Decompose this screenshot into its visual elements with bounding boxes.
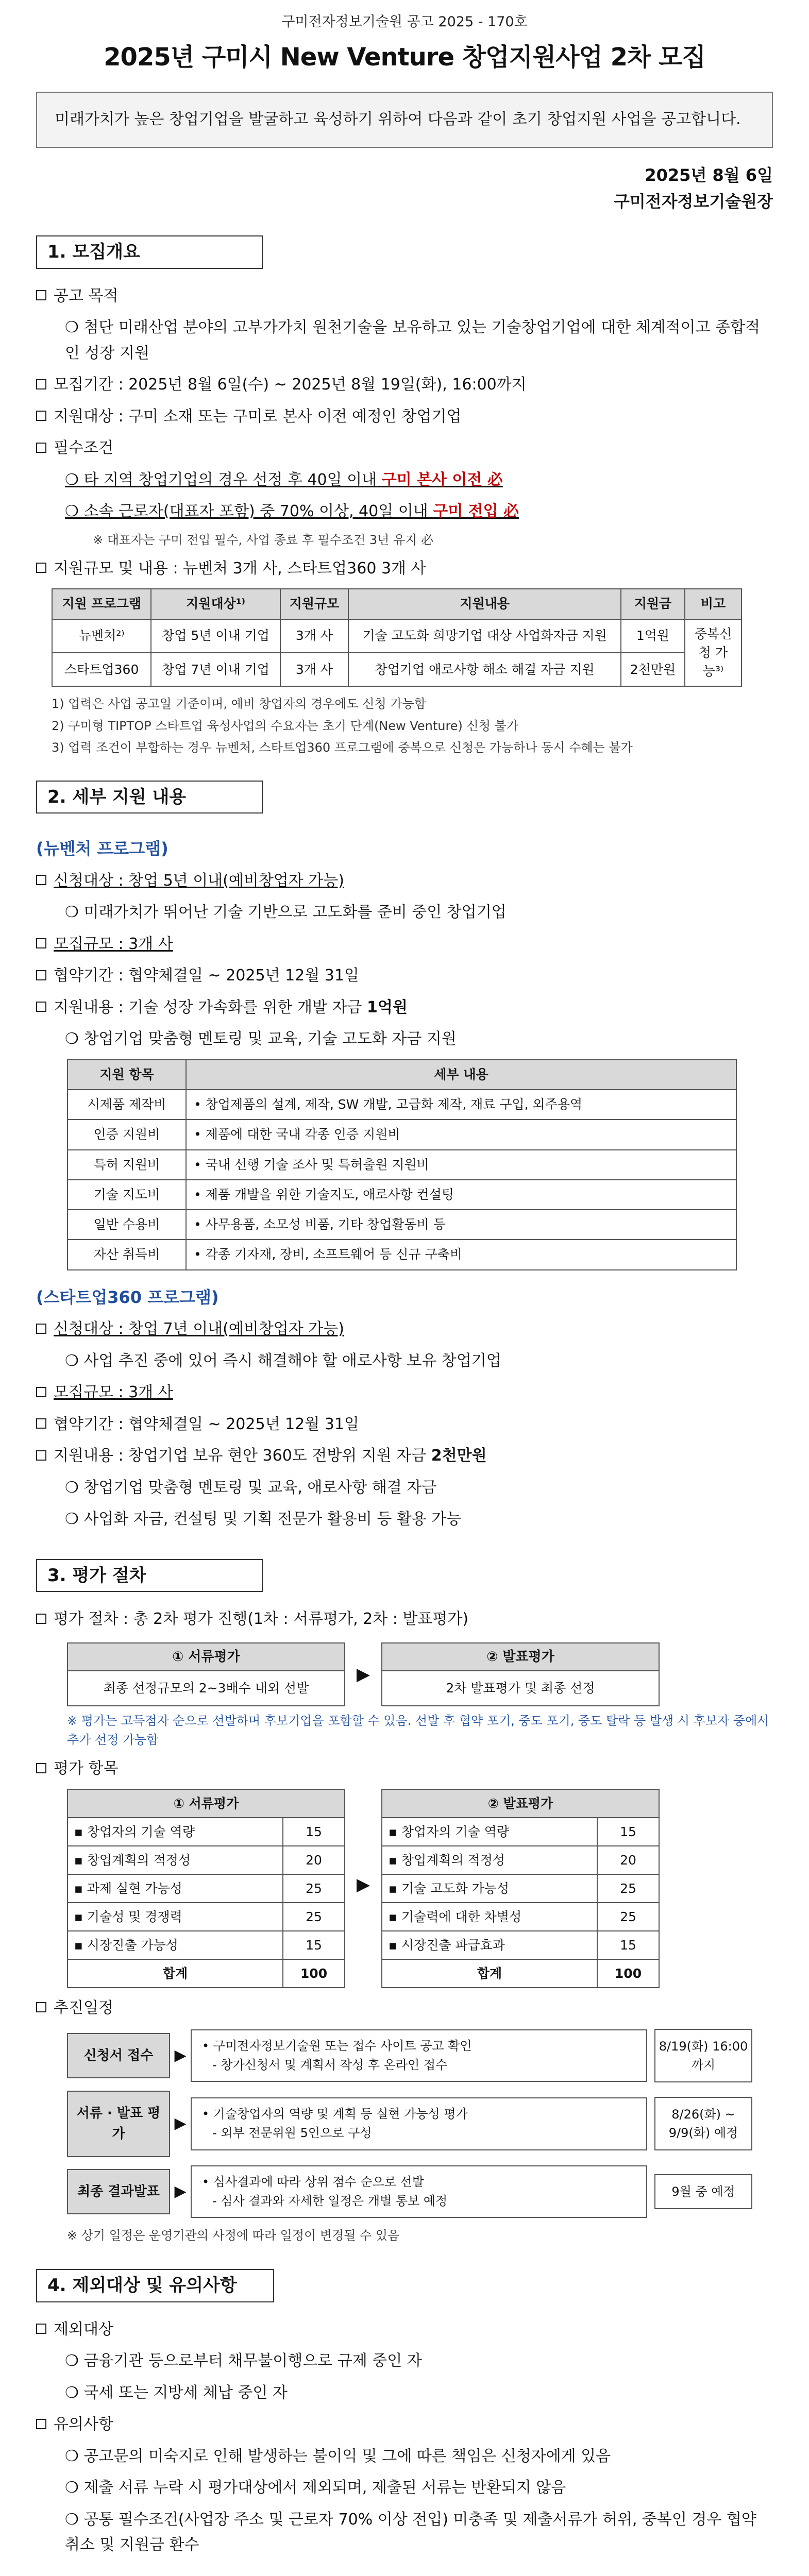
checkbox-square-icon — [36, 938, 46, 948]
checkbox-square-icon — [36, 1763, 46, 1773]
table-row: 특허 지원비 • 국내 선행 기술 조사 및 특허출원 지원비 — [68, 1150, 736, 1180]
checkbox-square-icon — [36, 2002, 46, 2012]
purpose-label: 공고 목적 — [36, 283, 773, 309]
sum-row: 합계 100 — [68, 1959, 345, 1988]
checkbox-square-icon — [36, 443, 46, 453]
eval-note: ※ 평가는 고득점자 순으로 선발하며 후보기업을 포함할 수 있음. 선발 후 협약 포기, 중도 포기, 중도 탈락 등 발생 시 후보자 중에서 추가 선정 가능함 — [67, 1713, 769, 1747]
checkbox-square-icon — [36, 290, 46, 300]
footnote: 3) 업력 조건이 부합하는 경우 뉴벤처, 스타트업360 프로그램에 중복으로 신청은 가능하나 동시 수혜는 불가 — [52, 740, 633, 755]
arrow-right-icon: ▶ — [356, 1874, 370, 1895]
footnote: 2) 구미형 TIPTOP 스타트업 육성사업의 수요자는 초기 단계(New Venture) 신청 불가 — [52, 718, 518, 733]
checkbox-square-icon — [36, 2419, 46, 2429]
table-row: 일반 수용비 • 사무용품, 소모성 비품, 기타 창업활동비 등 — [68, 1210, 736, 1240]
newventure-title: (뉴벤처 프로그램) — [36, 839, 168, 859]
checkbox-square-icon — [36, 2324, 46, 2334]
table-row: 시제품 제작비 • 창업제품의 설계, 제작, SW 개발, 고급화 제작, 재료 구입, 외주용역 — [68, 1090, 736, 1120]
st-target: 신청대상 : 창업 7년 이내(예비창업자 가능) — [36, 1316, 773, 1342]
arrow-right-icon: ▶ — [174, 2182, 187, 2200]
document-eval-table: ① 서류평가 ▪ 창업자의 기술 역량 15 ▪ 창업계획의 적정성 20 ▪ 과제 실현 가능성 25 ▪ 기술성 및 경쟁력 25 ▪ 시장진출 가능성 15 합계 100 — [67, 1789, 345, 1988]
schedule-row: 신청서 접수 ▶ • 구미전자정보기술원 또는 접수 사이트 공고 확인 - 창가신청서 및 계획서 작성 후 온라인 접수 8/19(화) 16:00까지 — [67, 2029, 752, 2082]
caution-3: ❍ 공통 필수조건(사업장 주소 및 근로자 70% 이상 전입) 미충족 및 제출서류가 허위, 중복인 경우 협약 취소 및 지원금 환수 — [65, 2510, 756, 2554]
st-sub-2: ❍ 사업화 자금, 컨설팅 및 기획 전문가 활용비 등 활용 가능 — [65, 1510, 462, 1529]
startup360-title: (스타트업360 프로그램) — [36, 1287, 219, 1307]
eval-tables — [67, 1789, 773, 1988]
notice-number: 구미전자정보기술원 공고 2025 - 170호 — [281, 14, 528, 30]
st-content: 지원내용 : 창업기업 보유 현안 360도 전방위 지원 자금 2천만원 — [36, 1443, 773, 1469]
issue-date: 2025년 8월 6일 — [645, 165, 773, 185]
table-row: ▪ 창업자의 기술 역량 15 — [382, 1818, 659, 1846]
checkbox-square-icon — [36, 875, 46, 885]
section-3-heading: 3. 평가 절차 — [36, 1559, 263, 1592]
table-header: 비고 — [685, 589, 741, 619]
nv-period: 협약기간 : 협약체결일 ~ 2025년 12월 31일 — [36, 963, 773, 989]
table-row: ▪ 기술력에 대한 차별성 25 — [382, 1903, 659, 1931]
exclusion-1: ❍ 금융기관 등으로부터 채무불이행으로 규제 중인 자 — [65, 2352, 422, 2370]
support-scale: 지원규모 및 내용 : 뉴벤처 3개 사, 스타트업360 3개 사 — [36, 556, 773, 582]
section-4-heading: 4. 제외대상 및 유의사항 — [36, 2269, 274, 2302]
table-row: ▪ 기술성 및 경쟁력 25 — [68, 1903, 345, 1931]
recruit-target: 지원대상 : 구미 소재 또는 구미로 본사 이전 예정인 창업기업 — [36, 404, 773, 430]
table-row: ▪ 기술 고도화 가능성 25 — [382, 1874, 659, 1903]
duplicate-note: 중복신청 가능³⁾ — [685, 619, 741, 687]
schedule-note: ※ 상기 일정은 운영기관의 사정에 따라 일정이 변경될 수 있음 — [67, 2228, 400, 2243]
nv-target: 신청대상 : 창업 5년 이내(예비창업자 가능) — [36, 868, 773, 894]
table-header: 지원 프로그램 — [52, 589, 151, 619]
table-row: ▪ 시장진출 파급효과 15 — [382, 1931, 659, 1959]
st-period: 협약기간 : 협약체결일 ~ 2025년 12월 31일 — [36, 1412, 773, 1437]
schedule-row: 최종 결과발표 ▶ • 심사결과에 따라 상위 점수 순으로 선발 - 심사 결과와 자세한 일정은 개별 통보 예정 9월 중 예정 — [67, 2165, 752, 2218]
table-header: 지원금 — [621, 589, 685, 619]
table-row: ▪ 창업계획의 적정성 20 — [382, 1846, 659, 1874]
table-row: 스타트업360 창업 7년 이내 기업 3개 사 창업기업 애로사항 해소 해결 자금 지원 2천만원 — [52, 653, 741, 686]
program-table — [52, 588, 742, 687]
table-row: 인증 지원비 • 제품에 대한 국내 각종 인증 지원비 — [68, 1120, 736, 1149]
schedule-label: 추진일정 — [36, 1995, 773, 2021]
section-1-heading: 1. 모집개요 — [36, 235, 263, 269]
table-row: 자산 취득비 • 각종 기자재, 장비, 소프트웨어 등 신규 구축비 — [68, 1240, 736, 1269]
table-header: 지원대상¹⁾ — [151, 589, 280, 619]
table-header: 지원내용 — [348, 589, 621, 619]
st-sub-1: ❍ 창업기업 맞춤형 멘토링 및 교육, 애로사항 해결 자금 — [65, 1478, 437, 1497]
exclusion-label: 제외대상 — [36, 2317, 773, 2343]
checkbox-square-icon — [36, 411, 46, 421]
table-row: ▪ 시장진출 가능성 15 — [68, 1931, 345, 1959]
checkbox-square-icon — [36, 1324, 46, 1334]
st-scale: 모집규모 : 3개 사 — [36, 1380, 773, 1405]
table-header: 지원 항목 — [68, 1060, 186, 1090]
exclusion-2: ❍ 국세 또는 지방세 체납 중인 자 — [65, 2383, 288, 2402]
eval-flow — [67, 1642, 773, 1706]
checkbox-square-icon — [36, 970, 46, 980]
table-row: 기술 지도비 • 제품 개발을 위한 기술지도, 애로사항 컨설팅 — [68, 1180, 736, 1210]
caution-label: 유의사항 — [36, 2412, 773, 2437]
st-target-sub: ❍ 사업 추진 중에 있어 즉시 해결해야 할 애로사항 보유 창업기업 — [65, 1351, 501, 1370]
nv-content: 지원내용 : 기술 성장 가속화를 위한 개발 자금 1억원 — [36, 995, 773, 1021]
requirement-note: ※ 대표자는 구미 전입 필수, 사업 종료 후 필수조건 3년 유지 必 — [93, 532, 433, 547]
purpose-text: ❍ 첨단 미래산업 분야의 고부가가치 원천기술을 보유하고 있는 기술창업기업에 대한 체계적이고 종합적인 성장 지원 — [65, 318, 760, 362]
table-header: 세부 내용 — [186, 1060, 736, 1090]
issue-block — [36, 162, 773, 215]
checkbox-square-icon — [36, 1387, 46, 1397]
checkbox-square-icon — [36, 1418, 46, 1429]
footnote: 1) 업력은 사업 공고일 기준이며, 예비 창업자의 경우에도 신청 가능함 — [52, 697, 426, 711]
table-header: 지원규모 — [280, 589, 349, 619]
arrow-right-icon: ▶ — [356, 1664, 370, 1685]
page-title: 2025년 구미시 New Venture 창업지원사업 2차 모집 — [104, 42, 705, 72]
presentation-eval-table: ② 발표평가 ▪ 창업자의 기술 역량 15 ▪ 창업계획의 적정성 20 ▪ 기술 고도화 가능성 25 ▪ 기술력에 대한 차별성 25 ▪ 시장진출 파급효과 15 합계 100 — [381, 1789, 660, 1988]
table-row: ▪ 창업계획의 적정성 20 — [68, 1846, 345, 1874]
recruit-period: 모집기간 : 2025년 8월 6일(수) ~ 2025년 8월 19일(화), 16:00까지 — [36, 372, 773, 398]
checkbox-square-icon — [36, 1614, 46, 1624]
intro-box: 미래가치가 높은 창업기업을 발굴하고 육성하기 위하여 다음과 같이 초기 창업지원 사업을 공고합니다. — [36, 92, 773, 148]
eval-items-label: 평가 항목 — [36, 1756, 773, 1782]
checkbox-square-icon — [36, 563, 46, 573]
sum-row: 합계 100 — [382, 1959, 659, 1988]
caution-2: ❍ 제출 서류 누락 시 평가대상에서 제외되며, 제출된 서류는 반환되지 않음 — [65, 2479, 566, 2497]
schedule-row: 서류 · 발표 평가 ▶ • 기술창업자의 역량 및 계획 등 실현 가능성 평가 - 외부 전문위원 5인으로 구성 8/26(화) ~ 9/9(화) 예정 — [67, 2091, 752, 2157]
issuer-name: 구미전자정보기술원장 — [613, 191, 773, 211]
eval-procedure: 평가 절차 : 총 2차 평가 진행(1차 : 서류평가, 2차 : 발표평가) — [36, 1606, 773, 1632]
caution-1: ❍ 공고문의 미숙지로 인해 발생하는 불이익 및 그에 따른 책임은 신청자에게 있음 — [65, 2447, 611, 2465]
table-row: ▪ 과제 실현 가능성 25 — [68, 1874, 345, 1903]
checkbox-square-icon — [36, 1450, 46, 1461]
table-row: ▪ 창업자의 기술 역량 15 — [68, 1818, 345, 1846]
checkbox-square-icon — [36, 379, 46, 389]
requirement-label: 필수조건 — [36, 435, 773, 461]
nv-target-sub: ❍ 미래가치가 뛰어난 기술 기반으로 고도화를 준비 중인 창업기업 — [65, 903, 507, 922]
arrow-right-icon: ▶ — [174, 2114, 187, 2133]
nv-scale: 모집규모 : 3개 사 — [36, 931, 773, 957]
arrow-right-icon: ▶ — [174, 2046, 187, 2064]
nv-support-table — [67, 1059, 737, 1270]
flow-box-presentation: ② 발표평가 2차 발표평가 및 최종 선정 — [381, 1642, 660, 1706]
checkbox-square-icon — [36, 1002, 46, 1012]
flow-box-document: ① 서류평가 최종 선정규모의 2~3배수 내외 선발 — [67, 1642, 345, 1706]
nv-content-sub: ❍ 창업기업 맞춤형 멘토링 및 교육, 기술 고도화 자금 지원 — [65, 1030, 457, 1048]
requirement-1: ❍ 타 지역 창업기업의 경우 선정 후 40일 이내 구미 본사 이전 必 — [65, 470, 503, 489]
section-2-heading: 2. 세부 지원 내용 — [36, 781, 263, 814]
requirement-2: ❍ 소속 근로자(대표자 포함) 중 70% 이상, 40일 이내 구미 전입 必 — [65, 502, 519, 521]
table-row: 뉴벤처²⁾ 창업 5년 이내 기업 3개 사 기술 고도화 희망기업 대상 사업화자금 지원 1억원 중복신청 가능³⁾ — [52, 619, 741, 653]
schedule — [67, 2029, 752, 2218]
